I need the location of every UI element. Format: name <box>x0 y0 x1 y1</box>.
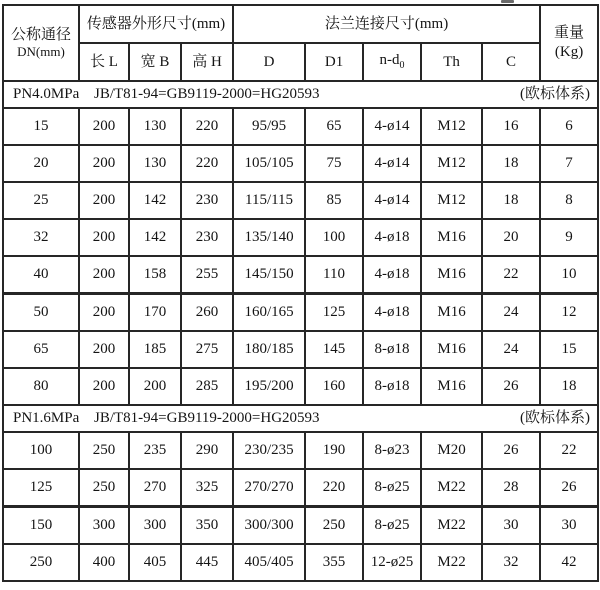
cell-th: M16 <box>421 256 482 294</box>
cell-nd: 4-ø18 <box>363 219 421 256</box>
cell-kg: 26 <box>540 469 598 507</box>
cell-kg: 30 <box>540 507 598 545</box>
cell-kg: 12 <box>540 294 598 332</box>
table-row-dn-250 <box>3 544 598 581</box>
cell-kg: 8 <box>540 182 598 219</box>
cell-l: 200 <box>79 294 129 332</box>
pressure-section-row <box>3 81 598 108</box>
table-row-dn-150 <box>3 507 598 545</box>
header-th: Th <box>421 43 482 81</box>
cell-d: 135/140 <box>233 219 305 256</box>
cell-nd: 8-ø18 <box>363 331 421 368</box>
cell-c: 32 <box>482 544 540 581</box>
cell-c: 18 <box>482 182 540 219</box>
header-weight-unit: (Kg) <box>554 44 584 60</box>
header-nominal-diameter-dn: DN(mm) <box>17 44 65 60</box>
table-row-dn-125 <box>3 469 598 507</box>
cell-b: 170 <box>129 294 181 332</box>
cell-h: 220 <box>181 108 233 145</box>
table-row-dn-32 <box>3 219 598 256</box>
header-height-h: 高 H <box>181 43 233 81</box>
cell-d1: 110 <box>305 256 363 294</box>
cell-th: M12 <box>421 108 482 145</box>
cell-d1: 190 <box>305 432 363 469</box>
cell-b: 158 <box>129 256 181 294</box>
cell-dn: 80 <box>3 368 79 405</box>
table-row-dn-65 <box>3 331 598 368</box>
cell-th: M22 <box>421 544 482 581</box>
standard-reference-text: JB/T81-94=GB9119-2000=HG20593 <box>94 86 320 103</box>
table-row-dn-50 <box>3 294 598 332</box>
cell-th: M12 <box>421 145 482 182</box>
cell-l: 250 <box>79 432 129 469</box>
header-weight-cn: 重量 <box>554 25 585 42</box>
cell-th: M12 <box>421 182 482 219</box>
pressure-rating-label: PN4.0MPa <box>13 86 80 103</box>
cell-h: 285 <box>181 368 233 405</box>
header-d1: D1 <box>305 43 363 81</box>
cell-th: M16 <box>421 368 482 405</box>
cell-l: 200 <box>79 145 129 182</box>
cell-nd: 4-ø14 <box>363 182 421 219</box>
cell-d: 195/200 <box>233 368 305 405</box>
cell-dn: 125 <box>3 469 79 507</box>
cell-d: 405/405 <box>233 544 305 581</box>
pressure-rating-label: PN1.6MPa <box>13 410 80 427</box>
cell-dn: 150 <box>3 507 79 545</box>
cell-d: 105/105 <box>233 145 305 182</box>
cell-dn: 40 <box>3 256 79 294</box>
standard-system-note: (欧标体系) <box>520 410 591 427</box>
cell-th: M16 <box>421 219 482 256</box>
cell-th: M22 <box>421 507 482 545</box>
cell-d1: 250 <box>305 507 363 545</box>
cell-c: 24 <box>482 294 540 332</box>
cell-d1: 125 <box>305 294 363 332</box>
header-weight <box>540 5 598 81</box>
cell-dn: 100 <box>3 432 79 469</box>
cell-dn: 50 <box>3 294 79 332</box>
pressure-section-cell <box>3 81 598 108</box>
cell-l: 400 <box>79 544 129 581</box>
cell-d1: 65 <box>305 108 363 145</box>
cell-l: 200 <box>79 368 129 405</box>
cell-b: 130 <box>129 108 181 145</box>
cell-d1: 100 <box>305 219 363 256</box>
cell-h: 325 <box>181 469 233 507</box>
cell-h: 350 <box>181 507 233 545</box>
cell-kg: 15 <box>540 331 598 368</box>
cell-nd: 4-ø14 <box>363 145 421 182</box>
spec-table-body <box>3 81 598 581</box>
cell-c: 22 <box>482 256 540 294</box>
cell-nd: 4-ø18 <box>363 294 421 332</box>
cell-nd: 4-ø18 <box>363 256 421 294</box>
cell-l: 200 <box>79 256 129 294</box>
cell-d1: 220 <box>305 469 363 507</box>
cell-d: 115/115 <box>233 182 305 219</box>
cell-d1: 145 <box>305 331 363 368</box>
cell-l: 300 <box>79 507 129 545</box>
cell-b: 235 <box>129 432 181 469</box>
pressure-section-row <box>3 405 598 432</box>
cell-b: 300 <box>129 507 181 545</box>
cell-th: M16 <box>421 294 482 332</box>
cell-h: 290 <box>181 432 233 469</box>
cell-d1: 355 <box>305 544 363 581</box>
cell-d: 160/165 <box>233 294 305 332</box>
header-flange-dimensions-group: 法兰连接尺寸(mm) <box>233 5 540 43</box>
pressure-section-content <box>4 85 597 104</box>
cell-nd: 8-ø23 <box>363 432 421 469</box>
cell-kg: 18 <box>540 368 598 405</box>
cell-th: M16 <box>421 331 482 368</box>
cell-kg: 42 <box>540 544 598 581</box>
cell-d1: 85 <box>305 182 363 219</box>
cell-c: 30 <box>482 507 540 545</box>
cell-d: 180/185 <box>233 331 305 368</box>
cell-kg: 9 <box>540 219 598 256</box>
header-n-d0-base: n-d <box>379 52 400 69</box>
cell-dn: 15 <box>3 108 79 145</box>
table-row-dn-15 <box>3 108 598 145</box>
cell-c: 28 <box>482 469 540 507</box>
cell-th: M22 <box>421 469 482 507</box>
cell-h: 445 <box>181 544 233 581</box>
cell-h: 220 <box>181 145 233 182</box>
cell-d: 300/300 <box>233 507 305 545</box>
cell-kg: 7 <box>540 145 598 182</box>
standard-reference-text: JB/T81-94=GB9119-2000=HG20593 <box>94 410 320 427</box>
header-c: C <box>482 43 540 81</box>
cell-nd: 8-ø25 <box>363 469 421 507</box>
header-n-d0-subscript: 0 <box>399 60 405 72</box>
cell-b: 270 <box>129 469 181 507</box>
cell-d1: 160 <box>305 368 363 405</box>
cell-kg: 10 <box>540 256 598 294</box>
table-row-dn-25 <box>3 182 598 219</box>
cell-dn: 32 <box>3 219 79 256</box>
header-width-b: 宽 B <box>129 43 181 81</box>
cell-dn: 20 <box>3 145 79 182</box>
cell-c: 24 <box>482 331 540 368</box>
cell-c: 26 <box>482 368 540 405</box>
table-row-dn-20 <box>3 145 598 182</box>
cell-dn: 25 <box>3 182 79 219</box>
cell-b: 130 <box>129 145 181 182</box>
table-row-dn-100 <box>3 432 598 469</box>
header-length-l: 长 L <box>79 43 129 81</box>
cell-dn: 250 <box>3 544 79 581</box>
cell-h: 260 <box>181 294 233 332</box>
table-row-dn-80 <box>3 368 598 405</box>
standard-system-note: (欧标体系) <box>520 86 591 103</box>
cell-b: 405 <box>129 544 181 581</box>
cell-c: 16 <box>482 108 540 145</box>
cell-nd: 4-ø14 <box>363 108 421 145</box>
cell-l: 200 <box>79 108 129 145</box>
cell-d: 95/95 <box>233 108 305 145</box>
header-nominal-diameter <box>3 5 79 81</box>
cell-c: 18 <box>482 145 540 182</box>
cell-b: 142 <box>129 219 181 256</box>
cell-dn: 65 <box>3 331 79 368</box>
header-d: D <box>233 43 305 81</box>
cell-kg: 6 <box>540 108 598 145</box>
table-row-dn-40 <box>3 256 598 294</box>
cell-h: 230 <box>181 182 233 219</box>
cell-kg: 22 <box>540 432 598 469</box>
cell-l: 200 <box>79 219 129 256</box>
cell-d: 230/235 <box>233 432 305 469</box>
cell-d: 270/270 <box>233 469 305 507</box>
cropped-text-artifact <box>501 0 514 3</box>
cell-th: M20 <box>421 432 482 469</box>
cell-c: 26 <box>482 432 540 469</box>
cell-h: 230 <box>181 219 233 256</box>
cell-l: 250 <box>79 469 129 507</box>
cell-b: 185 <box>129 331 181 368</box>
cell-l: 200 <box>79 182 129 219</box>
cell-h: 255 <box>181 256 233 294</box>
cell-b: 200 <box>129 368 181 405</box>
cell-c: 20 <box>482 219 540 256</box>
header-n-d0 <box>363 43 421 81</box>
cell-d: 145/150 <box>233 256 305 294</box>
cell-nd: 8-ø25 <box>363 507 421 545</box>
cell-nd: 12-ø25 <box>363 544 421 581</box>
header-nominal-diameter-cn: 公称通径 <box>10 26 71 43</box>
pressure-section-content <box>4 409 597 428</box>
pressure-section-cell <box>3 405 598 432</box>
header-sensor-dimensions-group: 传感器外形尺寸(mm) <box>79 5 233 43</box>
cell-b: 142 <box>129 182 181 219</box>
cell-nd: 8-ø18 <box>363 368 421 405</box>
cell-h: 275 <box>181 331 233 368</box>
dimension-spec-table <box>2 4 599 582</box>
cell-l: 200 <box>79 331 129 368</box>
cell-d1: 75 <box>305 145 363 182</box>
